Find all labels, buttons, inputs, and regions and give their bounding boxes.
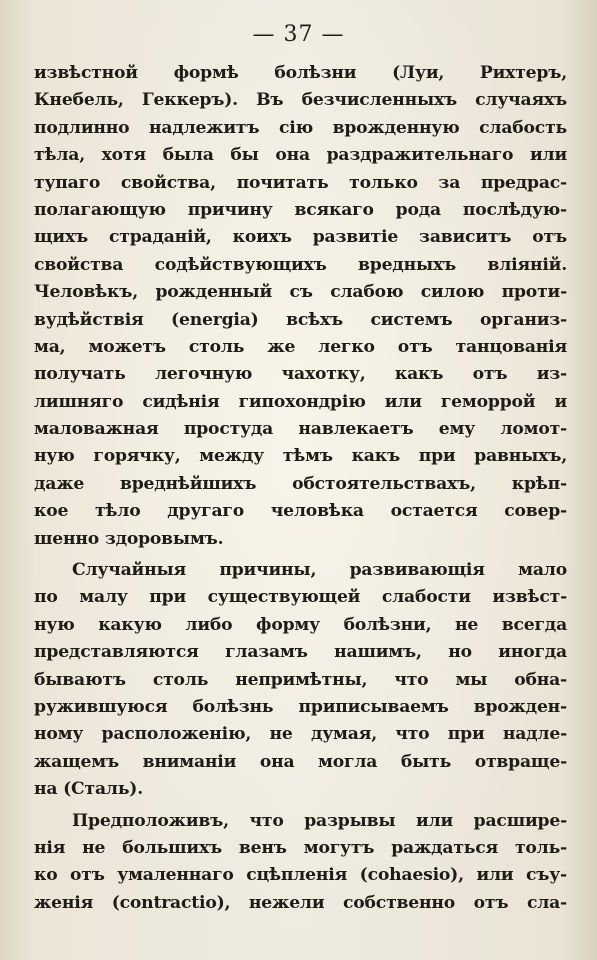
paragraph-2 — [34, 557, 567, 804]
text-line: Предположивъ, что разрывы или расшире- — [72, 810, 567, 831]
text-line: получать легочную чахотку, какъ отъ из- — [34, 364, 567, 385]
text-line: Кнебель, Геккеръ). Въ безчисленныхъ случаяхъ — [34, 90, 567, 111]
text-line: ко отъ умаленнаго сцѣпленія (cohaesio), или съу- — [34, 865, 567, 886]
text-line: ружившуюся болѣзнь приписываемъ врожден- — [34, 696, 567, 717]
text-line: кое тѣло другаго человѣка остается совер- — [34, 501, 567, 522]
text-line: бываютъ столь непримѣтны, что мы обна- — [34, 669, 567, 690]
text-line: жащемъ вниманіи она могла быть отвраще- — [34, 751, 567, 772]
text-line: маловажная простуда навлекаетъ ему ломот- — [34, 419, 567, 440]
text-line: вудѣйствія (energia) всѣхъ системъ организ- — [34, 309, 567, 330]
text-line: подлинно надлежитъ сію врожденную слабость — [34, 117, 567, 138]
text-line: полагающую причину всякаго рода послѣдую- — [34, 199, 567, 220]
paragraph-1 — [34, 60, 567, 553]
paragraph-3 — [34, 808, 567, 918]
text-line: ма, можетъ столь же легко отъ танцованія — [34, 336, 567, 357]
text-line: нія не большихъ венъ могутъ раждаться толь- — [34, 837, 567, 858]
text-line: даже вреднѣйшихъ обстоятельствахъ, крѣп- — [34, 473, 567, 494]
text-line: тупаго свойства, почитать только за предрас- — [34, 172, 567, 193]
text-line: шенно здоровымъ. — [34, 528, 224, 549]
page-number: — 37 — — [252, 22, 345, 47]
text-line: тѣла, хотя была бы она раздражительнаго или — [34, 145, 567, 166]
body-text — [34, 60, 567, 917]
text-line: щихъ страданій, коихъ развитіе зависитъ отъ — [34, 227, 567, 248]
text-line: Случайныя причины, развивающія мало — [72, 560, 567, 581]
text-line: на (Сталь). — [34, 779, 143, 800]
text-line: ную горячку, между тѣмъ какъ при равныхъ, — [34, 446, 567, 467]
text-line: ную какую либо форму болѣзни, не всегда — [34, 614, 567, 635]
text-line: свойства содѣйствующихъ вредныхъ вліяній. — [34, 254, 567, 275]
text-line: по малу при существующей слабости извѣст- — [34, 587, 567, 608]
text-line: лишняго сидѣнія гипохондрію или геморрой и — [34, 391, 567, 412]
text-line: Человѣкъ, рожденный съ слабою силою проти- — [34, 282, 567, 303]
text-line: представляются глазамъ нашимъ, но иногда — [34, 642, 567, 663]
text-line: извѣстной формѣ болѣзни (Луи, Рихтеръ, — [34, 63, 567, 83]
text-line: женія (contractio), нежели собственно отъ сла- — [34, 892, 567, 913]
text-line: ному расположенію, не думая, что при надле- — [34, 724, 567, 745]
